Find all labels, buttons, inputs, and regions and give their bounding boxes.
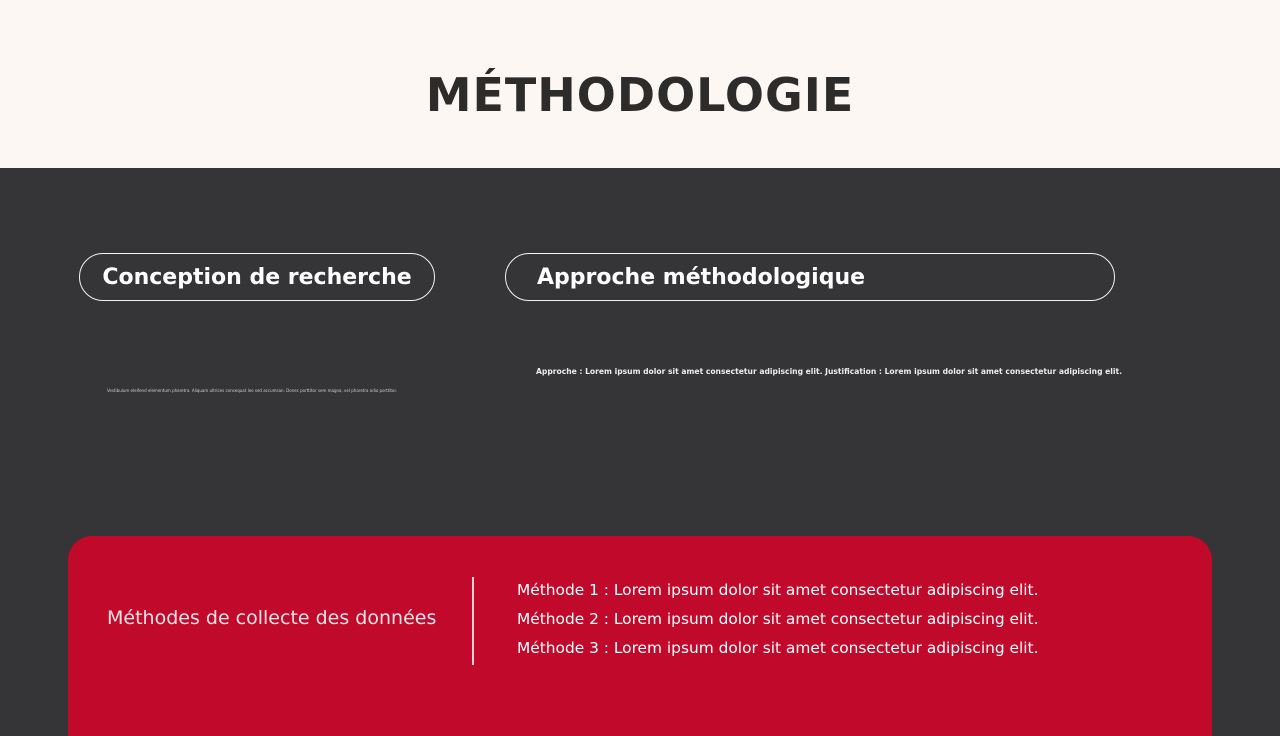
collecte-label: Méthodes de collecte des données [107, 607, 437, 629]
method-item-3: Méthode 3 : Lorem ipsum dolor sit amet consectetur adipiscing elit. [517, 639, 1039, 657]
section-label-approche: Approche méthodologique [537, 264, 866, 290]
page-title: MÉTHODOLOGIE [425, 68, 855, 122]
method-item-2: Méthode 2 : Lorem ipsum dolor sit amet consectetur adipiscing elit. [517, 610, 1039, 628]
approche-body-text: Approche : Lorem ipsum dolor sit amet consectetur adipiscing elit. Justification : Lorem ipsum dolor sit amet consectetur adipiscing elit. [536, 367, 1123, 376]
collecte-panel [68, 536, 1212, 736]
header-band [0, 0, 1280, 168]
section-pill-approche [505, 253, 1115, 301]
conception-body-text: Vestibulum eleifend elementum pharetra. Aliquam ultrices consequat leo sed accumsan. Donec porttitor sem magna, vel pharetra odio porttitor. [107, 388, 397, 393]
section-pill-conception [79, 253, 435, 301]
section-label-conception: Conception de recherche [102, 264, 412, 290]
method-item-1: Méthode 1 : Lorem ipsum dolor sit amet consectetur adipiscing elit. [517, 581, 1039, 599]
methods-list [517, 576, 1039, 663]
panel-divider [472, 577, 474, 665]
